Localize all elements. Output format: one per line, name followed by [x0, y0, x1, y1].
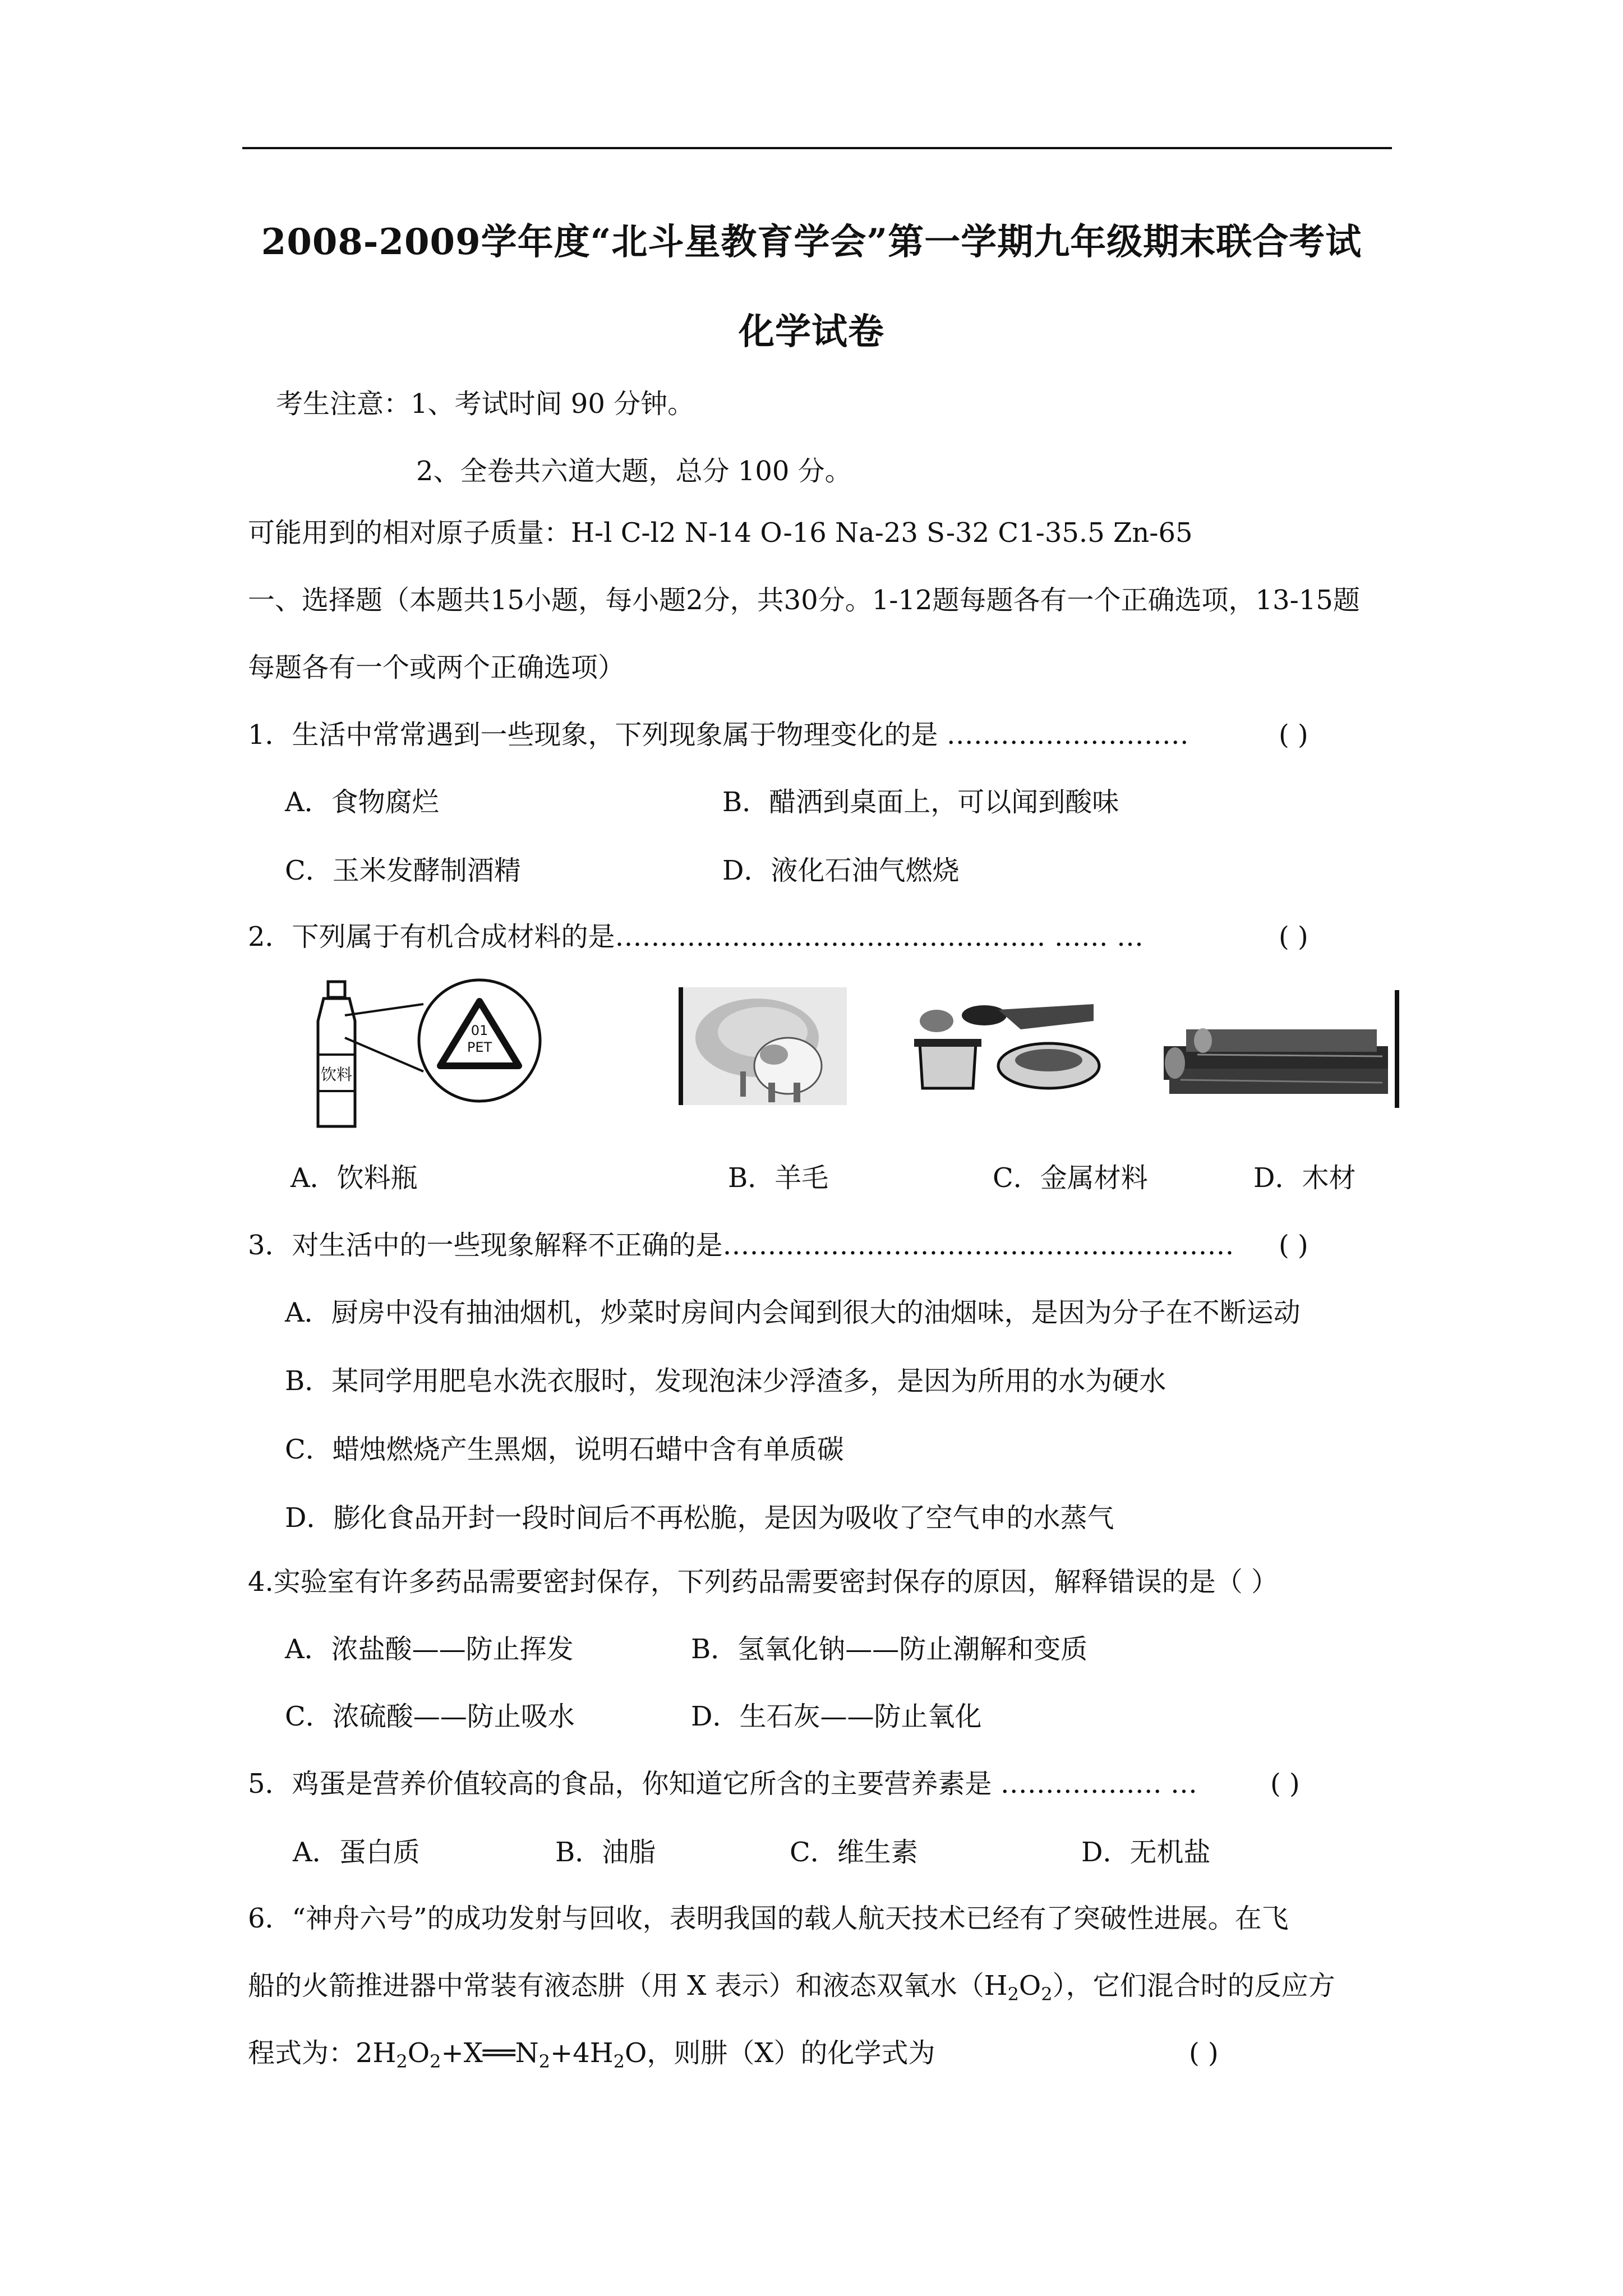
q5-answer-paren: ( )	[1270, 1768, 1300, 1800]
q2-answer-paren: ( )	[1279, 921, 1308, 953]
bottle-label: 饮料	[320, 1065, 353, 1084]
recycle-icon	[311, 976, 592, 1133]
exam-subtitle: 化学试卷	[739, 311, 884, 353]
q1-option-d: D．液化石油气燃烧	[722, 855, 960, 886]
q3-option-b: B．某同学用肥皂水洗衣服时，发现泡沫少浮渣多，是因为所用的水为硬水	[285, 1365, 1166, 1397]
recycle-code-label: 01	[471, 1023, 488, 1038]
q1-answer-paren: ( )	[1279, 719, 1308, 751]
reaction-equals-sign: ══	[482, 2037, 515, 2069]
q6-answer-paren: ( )	[1189, 2037, 1219, 2069]
q3-option-d: D．膨化食品开封一段时间后不再松脆，是因为吸收了空气申的水蒸气	[285, 1502, 1114, 1534]
q2-option-a: A．饮料瓶	[291, 1162, 418, 1194]
q4-stem: 4.实验室有许多药品需要密封保存，下列药品需要密封保存的原因，解释错误的是（ ）	[248, 1566, 1279, 1598]
wool-sheep-image	[679, 987, 847, 1105]
section1-heading-cont: 每题各有一个或两个正确选项）	[248, 652, 625, 683]
wood-logs-image	[1164, 990, 1399, 1108]
q1-option-b: B．醋洒到桌面上，可以闻到酸味	[722, 786, 1119, 818]
q2-option-d: D．木材	[1253, 1162, 1356, 1194]
recycle-bottle-image	[311, 976, 592, 1133]
q5-stem: 5．鸡蛋是营养价值较高的食品，你知道它所含的主要营养素是 ……………… …	[248, 1768, 1198, 1800]
q3-stem: 3．对生活中的一些现象解释不正确的是…………………………………………………	[248, 1230, 1234, 1261]
q1-stem: 1．生活中常常遇到一些现象，下列现象属于物理变化的是 ………………………	[248, 719, 1189, 751]
q4-option-a: A．浓盐酸——防止挥发	[285, 1634, 574, 1665]
section1-heading: 一、选择题（本题共15小题，每小题2分，共30分。1-12题每题各有一个正确选项，13-15题	[248, 585, 1360, 616]
q5-option-a: A．蛋白质	[293, 1837, 420, 1868]
q6-line-1: 6．“神舟六号”的成功发射与回收，表明我国的载人航天技术已经有了突破性进展。在飞	[248, 1903, 1289, 1934]
recycle-pet-label: PET	[467, 1039, 492, 1055]
atomic-mass-line: 可能用到的相对原子质量：H-l C-l2 N-14 O-16 Na-23 S-32 C1-35.5 Zn-65	[248, 517, 1193, 549]
q2-option-c: C．金属材料	[993, 1162, 1148, 1194]
q1-option-a: A．食物腐烂	[285, 786, 439, 818]
q4-option-c: C．浓硫酸——防止吸水	[285, 1701, 575, 1732]
header-rule	[242, 147, 1392, 149]
metal-cookware-image	[909, 999, 1110, 1105]
q4-option-d: D．生石灰——防止氧化	[691, 1701, 982, 1732]
q3-option-c: C．蜡烛燃烧产生黑烟，说明石蜡中含有单质碳	[285, 1434, 844, 1465]
q5-option-d: D．无机盐	[1081, 1837, 1211, 1868]
notice-line-1: 考生注意：1、考试时间 90 分钟。	[276, 388, 695, 420]
sheep-icon	[679, 987, 847, 1105]
q3-answer-paren: ( )	[1279, 1230, 1308, 1261]
q2-option-b: B．羊毛	[728, 1162, 829, 1194]
q2-stem: 2．下列属于有机合成材料的是………………………………………… …… …	[248, 921, 1144, 953]
q1-option-c: C．玉米发酵制酒精	[285, 855, 521, 886]
q6-line-2: 船的火箭推进器中常装有液态肼（用 X 表示）和液态双氧水$(H_2O_2)$，它们混合时的反应方	[248, 1970, 1335, 2005]
q5-option-c: C．维生素	[790, 1837, 918, 1868]
cookware-icon	[909, 999, 1110, 1105]
logs-icon	[1164, 990, 1399, 1108]
exam-title: 2008-2009学年度“北斗星教育学会”第一学期九年级期末联合考试	[261, 221, 1362, 263]
q3-option-a: A．厨房中没有抽油烟机，炒菜时房间内会闻到很大的油烟味，是因为分子在不断运动	[285, 1297, 1301, 1328]
notice-line-2: 2、全卷共六道大题，总分 100 分。	[416, 455, 852, 487]
q6-line-3: 程式为：$2H_2O_2+X══N_2+4H_2O$，则肼（X）的化学式为	[248, 2037, 935, 2072]
q5-option-b: B．油脂	[555, 1837, 656, 1868]
q4-option-b: B．氢氧化钠——防止潮解和变质	[691, 1634, 1088, 1665]
